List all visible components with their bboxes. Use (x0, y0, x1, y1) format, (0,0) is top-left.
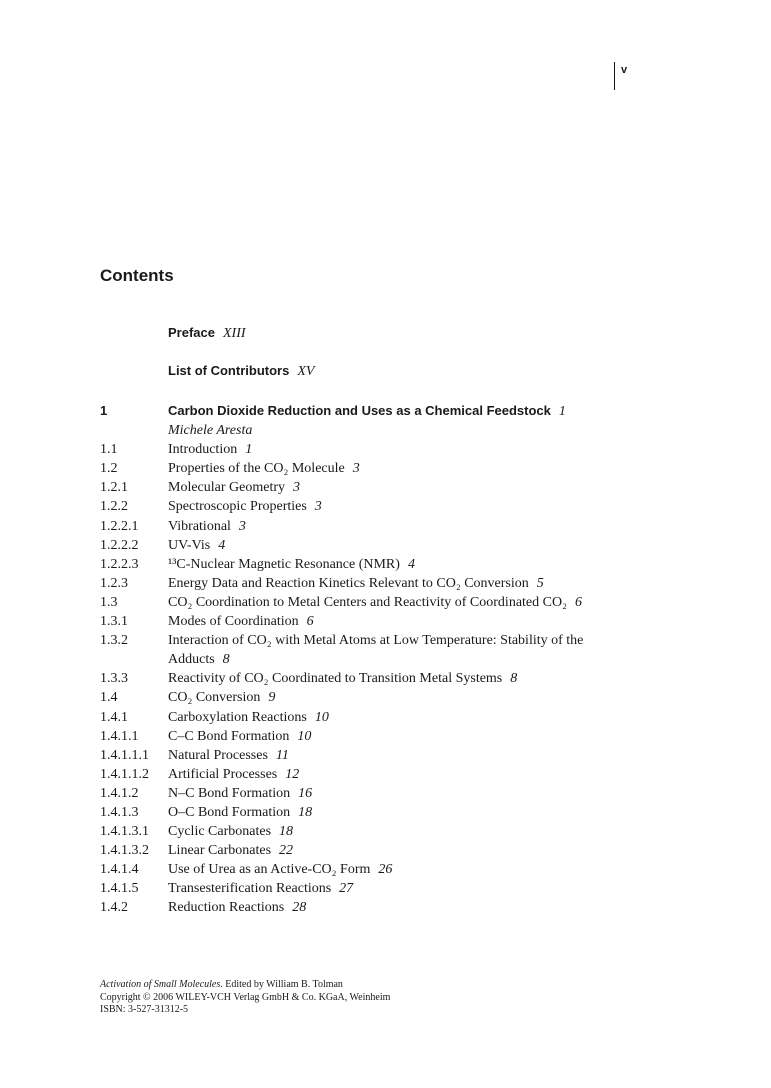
footer-editor: . Edited by William B. Tolman (220, 979, 343, 990)
entry-page: 11 (275, 747, 289, 763)
chapter-author: Michele Aresta (168, 423, 253, 439)
entry-number: 1.4.1.2 (100, 785, 139, 801)
chapter-heading (100, 401, 620, 421)
entry-title: Spectroscopic Properties (168, 499, 307, 515)
toc-entry (100, 841, 620, 860)
entry-number: 1.4.1.5 (100, 881, 139, 897)
entry-title: Artificial Processes (168, 766, 278, 782)
entry-title: Transesterification Reactions (168, 881, 332, 897)
toc-entry (100, 898, 620, 917)
entry-title: UV-Vis (168, 537, 211, 553)
toc-entry (100, 478, 620, 497)
entry-number: 1.4.1.3.1 (100, 824, 149, 840)
front-matter-preface (168, 325, 246, 342)
entry-number: 1.3.2 (100, 633, 128, 649)
entry-number: 1.2.2.3 (100, 556, 139, 572)
entry-title: Use of Urea as an Active-CO₂ Form (168, 862, 371, 878)
entry-title: Reduction Reactions (168, 900, 285, 916)
toc-entry (100, 879, 620, 898)
footer-book-title: Activation of Small Molecules (100, 979, 221, 990)
toc-entry (100, 517, 620, 536)
entry-page: 8 (510, 671, 518, 687)
footer-copyright: Copyright © 2006 WILEY-VCH Verlag GmbH & Co. KGaA, Weinheim (100, 991, 391, 1003)
copyright-footer (100, 979, 390, 1017)
entry-page: 3 (352, 461, 360, 477)
entry-title: Introduction (168, 442, 238, 458)
entry-page: 16 (298, 785, 313, 801)
entry-title: Interaction of CO₂ with Metal Atoms at Low Temperature: Stability of the Adducts (168, 633, 584, 668)
entry-number: 1.3 (100, 594, 118, 610)
entry-number: 1.3.3 (100, 671, 128, 687)
toc-entry (100, 688, 620, 707)
contributors-label: List of Contributors (168, 363, 290, 378)
entry-number: 1.3.1 (100, 614, 128, 630)
entry-title: Linear Carbonates (168, 843, 272, 859)
entry-title: Properties of the CO₂ Molecule (168, 461, 345, 477)
toc-entry (100, 459, 620, 478)
toc-entry (100, 822, 620, 841)
entry-number: 1.2 (100, 461, 118, 477)
entry-title: Modes of Coordination (168, 614, 299, 630)
page-number-rule (614, 62, 615, 90)
entry-title: Carboxylation Reactions (168, 709, 307, 725)
toc-entry (100, 860, 620, 879)
entry-number: 1.4.2 (100, 900, 128, 916)
entry-title: C–C Bond Formation (168, 728, 290, 744)
page-number: v (621, 64, 628, 76)
toc-entry (100, 803, 620, 822)
contents-heading: Contents (100, 266, 174, 285)
entry-number: 1.4 (100, 690, 118, 706)
entry-number: 1.2.3 (100, 575, 128, 591)
entry-title: Reactivity of CO₂ Coordinated to Transition Metal Systems (168, 671, 503, 687)
entry-number: 1.4.1 (100, 709, 128, 725)
entry-number: 1.1 (100, 442, 118, 458)
entry-number: 1.4.1.3 (100, 804, 139, 820)
entry-page: 10 (314, 709, 329, 725)
entry-number: 1.2.2 (100, 499, 128, 515)
entry-number: 1.4.1.4 (100, 862, 139, 878)
footer-book-line (100, 979, 390, 992)
entry-number: 1.2.1 (100, 480, 128, 496)
entry-title: Natural Processes (168, 747, 268, 763)
entry-number: 1.4.1.1.2 (100, 766, 149, 782)
entry-page: 6 (306, 614, 314, 630)
entry-page: 9 (268, 690, 276, 706)
toc-entry (100, 555, 620, 574)
entry-page: 1 (245, 442, 253, 458)
chapter-page: 1 (558, 404, 566, 419)
entry-page: 3 (293, 480, 301, 496)
contributors-page: XV (297, 364, 315, 379)
entry-page: 26 (378, 862, 393, 878)
entry-page: 10 (297, 728, 312, 744)
toc-entry (100, 631, 620, 669)
entry-number: 1.4.1.1.1 (100, 747, 149, 763)
toc-entry (100, 536, 620, 555)
entry-number: 1.2.2.1 (100, 518, 139, 534)
preface-page: XIII (222, 326, 246, 341)
entry-page: 3 (314, 499, 322, 515)
entry-title: Cyclic Carbonates (168, 824, 272, 840)
toc-entry (100, 727, 620, 746)
entry-page: 27 (339, 881, 354, 897)
toc-entry (100, 708, 620, 727)
entry-title: ¹³C-Nuclear Magnetic Resonance (NMR) (168, 556, 400, 572)
toc-entries (100, 440, 620, 917)
toc-entry (100, 669, 620, 688)
entry-title: O–C Bond Formation (168, 804, 291, 820)
entry-page: 4 (218, 537, 226, 553)
entry-number: 1.4.1.3.2 (100, 843, 149, 859)
toc-entry (100, 574, 620, 593)
entry-page: 8 (222, 652, 230, 668)
toc-entry (100, 593, 620, 612)
chapter-title: Carbon Dioxide Reduction and Uses as a Chemical Feedstock (168, 403, 551, 418)
entry-title: Molecular Geometry (168, 480, 286, 496)
entry-title: Vibrational (168, 518, 231, 534)
entry-page: 6 (574, 594, 582, 610)
entry-page: 12 (285, 766, 300, 782)
chapter-number: 1 (100, 403, 108, 418)
entry-page: 18 (298, 804, 313, 820)
toc-entry (100, 784, 620, 803)
entry-title: Energy Data and Reaction Kinetics Relevant to CO₂ Conversion (168, 575, 529, 591)
entry-page: 18 (279, 824, 294, 840)
front-matter-contributors (168, 363, 314, 380)
toc-entry (100, 497, 620, 516)
toc-entry (100, 746, 620, 765)
entry-page: 5 (536, 575, 544, 591)
entry-title: CO₂ Coordination to Metal Centers and Reactivity of Coordinated CO₂ (168, 594, 567, 610)
entry-page: 28 (292, 900, 307, 916)
toc-entry (100, 612, 620, 631)
entry-page: 4 (407, 556, 415, 572)
entry-title: CO₂ Conversion (168, 690, 261, 706)
toc-entry (100, 765, 620, 784)
entry-page: 22 (279, 843, 294, 859)
footer-isbn: ISBN: 3-527-31312-5 (100, 1004, 189, 1015)
preface-label: Preface (168, 325, 215, 340)
entry-title: N–C Bond Formation (168, 785, 291, 801)
entry-number: 1.4.1.1 (100, 728, 139, 744)
entry-number: 1.2.2.2 (100, 537, 139, 553)
table-of-contents (100, 401, 620, 918)
toc-entry (100, 440, 620, 459)
entry-page: 3 (238, 518, 246, 534)
